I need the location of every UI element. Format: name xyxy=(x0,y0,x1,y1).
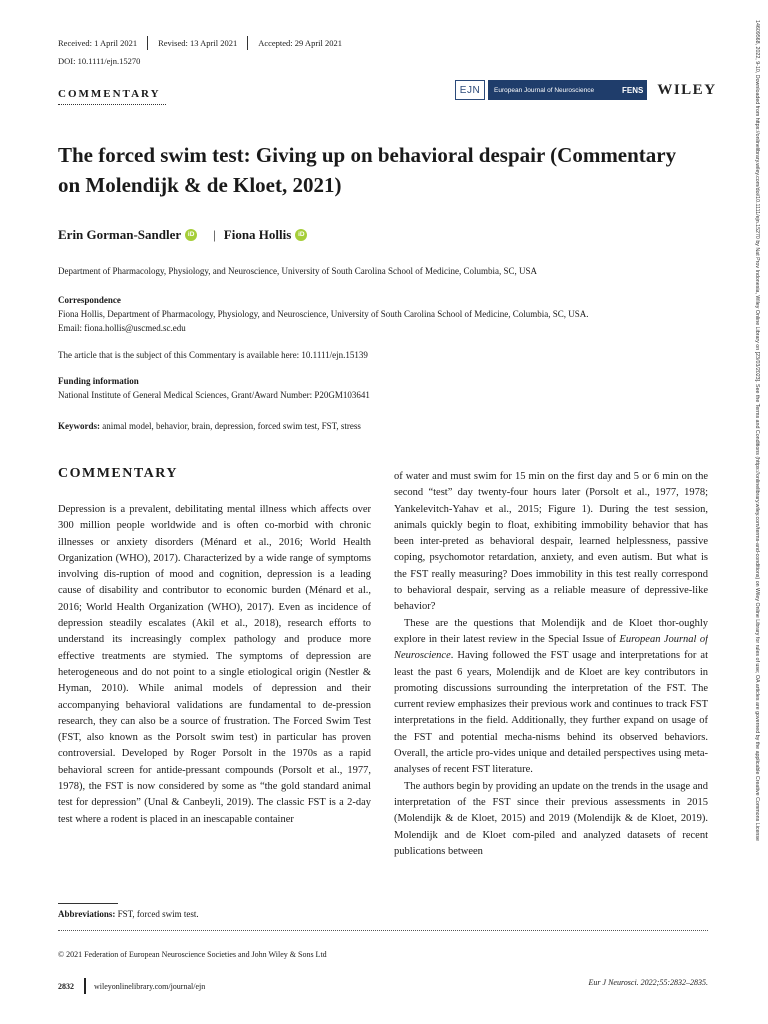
author-separator: | xyxy=(213,227,216,242)
download-side-note xyxy=(748,20,762,1020)
keywords xyxy=(58,419,361,433)
body-paragraph: The authors begin by providing an update on the trends in the usage and interpretation of the FST since their previous assessments in 2015 (Molendijk & de Kloet, 2015) and 2019 (Molendijk & de Kloet, 2019). Molendijk and de Kloet com-piled and analyzed datasets of recent publications between xyxy=(394,780,708,857)
abbreviations-footnote xyxy=(58,909,199,919)
paragraph-text: These are the questions that Molendijk and de Kloet thor-oughly explore in their latest review in the Special Issue of xyxy=(394,617,708,645)
correspondence-address: Fiona Hollis, Department of Pharmacology, Physiology, and Neuroscience, University of South Carolina School of Medicine, Columbia, SC, USA. xyxy=(58,309,589,319)
doi[interactable]: DOI: 10.1111/ejn.15270 xyxy=(58,56,141,66)
author-name[interactable]: Fiona Hollis xyxy=(223,227,292,242)
body-paragraph: of water and must swim for 15 min on the first day and 5 or 6 min on the second “test” day twenty-four hours later (Porsolt et al., 1977, 1978; Yankelevitch-Yahav et al., 2015; Figure 1). During the test session, animals quickly begin to float, exhibiting immobility behavior that has been inter-preted as behavioral despair, learned helplessness, passive coping, psychomotor retardation, anxiety, and even autism. But what is the FST really measuring? Does immobility in this test really correspond to behavioral despair, serving as a reliable measure of depressive-like behavior? xyxy=(394,471,708,613)
page-number: 2832 xyxy=(58,981,74,991)
section-label: COMMENTARY xyxy=(58,88,161,100)
keywords-list: animal model, behavior, brain, depression, forced swim test, FST, stress xyxy=(100,421,361,431)
right-column xyxy=(394,469,708,899)
journal-url[interactable]: wileyonlinelibrary.com/journal/ejn xyxy=(94,981,206,991)
citation: Eur J Neurosci. 2022;55:2832–2835. xyxy=(588,978,708,987)
page-footer xyxy=(58,978,205,994)
journal-logos xyxy=(455,80,717,100)
journal-name-banner: European Journal of Neuroscience xyxy=(488,80,620,100)
footnote-rule xyxy=(58,903,118,904)
keywords-label: Keywords: xyxy=(58,421,100,431)
subject-article-note: The article that is the subject of this Commentary is available here: 10.1111/ejn.15139 xyxy=(58,350,368,360)
abbreviations-text: FST, forced swim test. xyxy=(115,909,199,919)
fens-logo: FENS xyxy=(620,80,647,100)
body-paragraph xyxy=(394,616,708,779)
paragraph-text: . Having followed the FST usage and interpretations for at least the past 6 years, Molendijk and de Kloet are key contributors in promoting discussions surrounding the interpretation of the FST. The current review emphasizes their previous work and continues to track FST interpretations in the field. Additionally, they further expand on usage of the FST and potential mecha-nisms behind its observed behaviors. Overall, the article pro-vides unique and detailed perspectives using meta-analyses of recent FST literature. xyxy=(394,650,708,776)
side-note-text: 14609568, 2022, 9-10, Downloaded from https://onlinelibrary.wiley.com/doi/10.1111/ejn.15270 by Nat Prov Indonesia, Wiley Online Library on [23/03/2023]. See the Terms and Conditions (https://onlinelibrary.wiley.com/terms-and-conditions) on Wiley Online Library for rules of use; OA articles are governed by the applicable Creative Commons License xyxy=(754,20,760,841)
orcid-icon[interactable]: iD xyxy=(185,229,197,241)
footer-divider xyxy=(58,930,708,931)
revised-date: Revised: 13 April 2021 xyxy=(158,38,238,48)
body-section-heading: COMMENTARY xyxy=(58,466,179,481)
author-list xyxy=(58,227,313,243)
footer-bar xyxy=(84,978,86,994)
received-date: Received: 1 April 2021 xyxy=(58,38,138,48)
accepted-date: Accepted: 29 April 2021 xyxy=(258,38,343,48)
body-paragraph: Depression is a prevalent, debilitating mental illness which affects over 300 million people worldwide and is often co-morbid with chronic illnesses or anxiety disorders (Ménard et al., 2016; World Health Organization (WHO), 2017). Characterized by a wide range of symptoms involving dis-ruption of mood and cognition, depression is a leading cause of disability and contributor to economic burden (Ménard et al., 2016; World Health Organization (WHO), 2017). Even as incidence of depression steadily escalates (Akil et al., 2018), research efforts to understand its increasingly complex pathology and produce more effective treatments are stymied. The symptoms of depression are heterogeneous and do not point to a single etiological origin (Nestler & Hyman, 2010). While animal models of depression and their accompanying behavioral validations are fundamental to de-pression research, they can also be a source of frustration. The Forced Swim Test (FST, also known as the Porsolt swim test) in particular has proven controversial. Developed by Roger Porsolt in the 1970s as a rapid behavioral screen for antide-pressant compounds (Porsolt et al., 1977, 1978), the FST is now considered by some as “the gold standard animal test for depression” (Unal & Canbeyli, 2019). The classic FST is a 2-day test where a rodent is placed in an inescapable container xyxy=(58,504,371,825)
wiley-logo: WILEY xyxy=(657,81,717,98)
journal-name: European Journal of Neuroscience xyxy=(394,633,708,662)
abbreviations-label: Abbreviations: xyxy=(58,909,116,919)
author-name[interactable]: Erin Gorman-Sandler xyxy=(58,227,182,242)
affiliation: Department of Pharmacology, Physiology, and Neuroscience, University of South Carolina School of Medicine, Columbia, SC, USA xyxy=(58,266,538,276)
copyright: © 2021 Federation of European Neuroscience Societies and John Wiley & Sons Ltd xyxy=(58,950,327,959)
ejn-logo: EJN xyxy=(455,80,485,100)
correspondence-email[interactable]: Email: fiona.hollis@uscmed.sc.edu xyxy=(58,323,186,333)
funding-text: National Institute of General Medical Sciences, Grant/Award Number: P20GM103641 xyxy=(58,390,370,400)
article-dates xyxy=(58,36,352,50)
funding-heading: Funding information xyxy=(58,376,139,386)
orcid-icon[interactable]: iD xyxy=(295,229,307,241)
correspondence-heading: Correspondence xyxy=(58,295,121,305)
left-column xyxy=(58,502,371,897)
section-divider xyxy=(58,104,166,105)
article-title: The forced swim test: Giving up on behavioral despair (Commentary on Molendijk & de Kloet, 2021) xyxy=(58,143,677,197)
